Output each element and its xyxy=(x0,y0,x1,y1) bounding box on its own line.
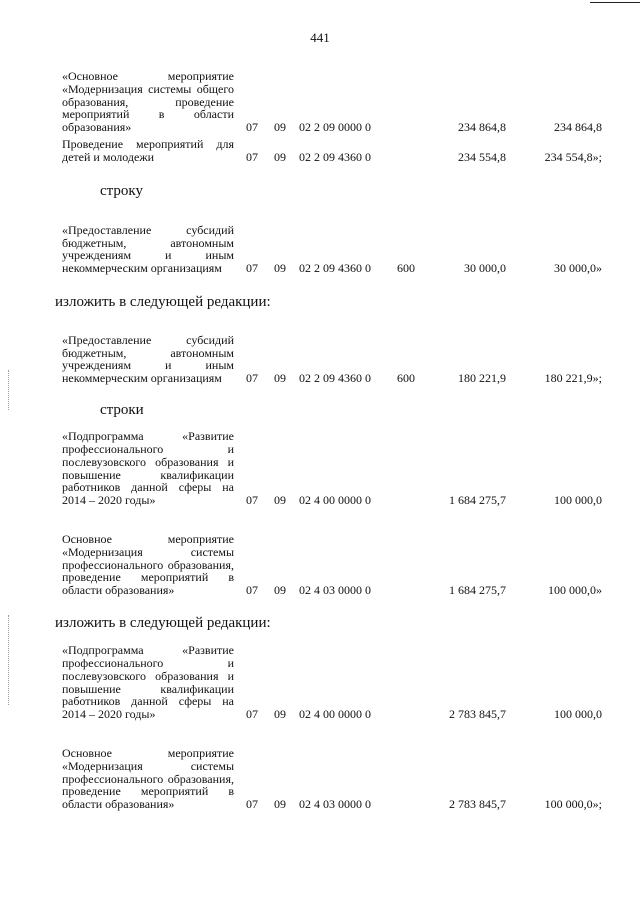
target-article-code: 02 2 09 4360 0 xyxy=(299,261,371,276)
corner-rule xyxy=(590,2,640,3)
section-code: 07 xyxy=(246,261,258,276)
section-code: 07 xyxy=(246,797,258,812)
table-row xyxy=(0,721,640,811)
amount-column-1: 2 783 845,7 xyxy=(449,707,506,722)
table-row xyxy=(0,64,640,134)
expense-type-code: 600 xyxy=(397,261,415,276)
target-article-code: 02 4 03 0000 0 xyxy=(299,583,371,598)
table-row xyxy=(0,310,640,385)
subsection-code: 09 xyxy=(274,493,286,508)
row-description: Проведение мероприятий для детей и молодежи xyxy=(62,137,234,165)
amount-column-1: 2 783 845,7 xyxy=(449,797,506,812)
amount-column-2: 100 000,0 xyxy=(554,707,602,722)
page-number: 441 xyxy=(310,30,330,45)
instruction-heading: строку xyxy=(100,183,143,199)
target-article-code: 02 4 00 0000 0 xyxy=(299,493,371,508)
amount-column-1: 30 000,0 xyxy=(464,261,506,276)
row-description: «Предоставление субсидий бюджетным, автономным учреждениям и иным некоммерческим организациям xyxy=(62,222,234,276)
subsection-code: 09 xyxy=(274,797,286,812)
target-article-code: 02 4 03 0000 0 xyxy=(299,797,371,812)
table-row xyxy=(0,418,640,507)
row-description: Основное мероприятие «Модернизация системы профессионального образования, проведение мероприятий в области образования» xyxy=(62,746,234,812)
row-description: «Подпрограмма «Развитие профессионального и послевузовского образования и повышение квалификации работников данной сферы на 2014 – 2020 годы» xyxy=(62,429,234,508)
amount-column-2: 180 221,9»; xyxy=(544,371,602,386)
table-row xyxy=(0,631,640,721)
row-description: «Подпрограмма «Развитие профессионального и послевузовского образования и повышение квалификации работников данной сферы на 2014 – 2020 годы» xyxy=(62,643,234,722)
subsection-code: 09 xyxy=(274,120,286,135)
amount-column-2: 234 864,8 xyxy=(554,120,602,135)
amount-column-2: 100 000,0» xyxy=(548,583,602,598)
amount-column-1: 180 221,9 xyxy=(458,371,506,386)
amount-column-1: 1 684 275,7 xyxy=(449,583,506,598)
target-article-code: 02 2 09 0000 0 xyxy=(299,120,371,135)
section-code: 07 xyxy=(246,150,258,165)
instruction-heading: строки xyxy=(100,402,144,418)
subsection-code: 09 xyxy=(274,261,286,276)
target-article-code: 02 2 09 4360 0 xyxy=(299,150,371,165)
section-code: 07 xyxy=(246,583,258,598)
expense-type-code: 600 xyxy=(397,371,415,386)
subsection-code: 09 xyxy=(274,707,286,722)
subsection-code: 09 xyxy=(274,583,286,598)
amount-column-1: 234 864,8 xyxy=(458,120,506,135)
amount-column-2: 100 000,0»; xyxy=(544,797,602,812)
table-row xyxy=(0,507,640,597)
subsection-code: 09 xyxy=(274,150,286,165)
amount-column-2: 30 000,0» xyxy=(554,261,602,276)
row-description: «Основное мероприятие «Модернизация системы общего образования, проведение мероприятий в области образования» xyxy=(62,69,234,135)
section-code: 07 xyxy=(246,707,258,722)
instruction-heading: изложить в следующей редакции: xyxy=(55,615,271,631)
row-description: Основное мероприятие «Модернизация системы профессионального образования, проведение мероприятий в области образования» xyxy=(62,532,234,598)
amount-column-2: 234 554,8»; xyxy=(544,150,602,165)
amount-column-1: 1 684 275,7 xyxy=(449,493,506,508)
target-article-code: 02 4 00 0000 0 xyxy=(299,707,371,722)
row-description: «Предоставление субсидий бюджетным, автономным учреждениям и иным некоммерческим организациям xyxy=(62,332,234,386)
section-code: 07 xyxy=(246,371,258,386)
instruction-heading: изложить в следующей редакции: xyxy=(55,294,271,310)
section-code: 07 xyxy=(246,493,258,508)
section-code: 07 xyxy=(246,120,258,135)
amount-column-2: 100 000,0 xyxy=(554,493,602,508)
table-row xyxy=(0,136,640,164)
subsection-code: 09 xyxy=(274,371,286,386)
amount-column-1: 234 554,8 xyxy=(458,150,506,165)
table-row xyxy=(0,200,640,275)
target-article-code: 02 2 09 4360 0 xyxy=(299,371,371,386)
